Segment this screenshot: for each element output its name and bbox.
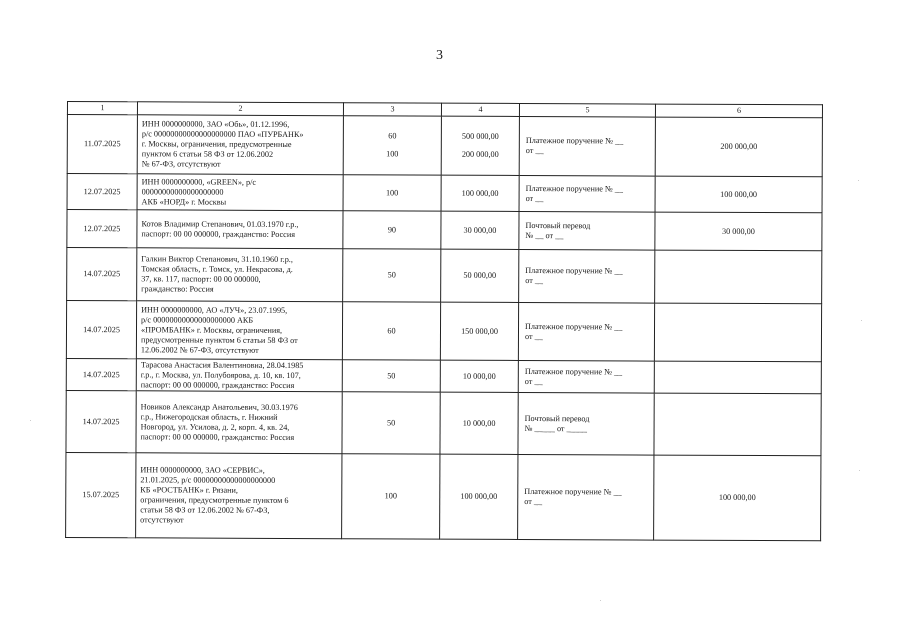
cell-col3: 100: [342, 454, 440, 539]
description-line: ограничения, предусмотренные пунктом 6: [140, 495, 289, 505]
cell-payment-doc: [519, 211, 655, 250]
cell-amount: 50 000,00: [441, 249, 519, 302]
payment-doc-line: Почтовый перевод: [524, 413, 590, 423]
payment-doc-line: от __: [525, 193, 544, 203]
payments-table-wrap: [65, 101, 822, 541]
description-line: ИНН 0000000000, ЗАО «Обь», 01.12.1996,: [141, 119, 290, 129]
payment-doc-line: Платежное поручение № __: [524, 366, 623, 376]
cell-date: 11.07.2025: [67, 115, 137, 174]
cell-amount: 10 000,00: [440, 360, 518, 392]
cell-total: 200 000,00: [655, 117, 822, 177]
cell-col3: 50: [342, 360, 440, 392]
cell-col3: [343, 116, 441, 175]
payment-doc-line: Платежное поручение № __: [525, 321, 623, 331]
table-row: [67, 210, 822, 251]
cell-date: 12.07.2025: [67, 174, 137, 210]
cell-date: 14.07.2025: [66, 301, 136, 359]
payment-doc-line: от __: [524, 496, 543, 507]
cell-date: 12.07.2025: [67, 210, 137, 248]
description-line: г. Москвы, ограничения, предусмотренные: [141, 139, 292, 149]
description-line: паспорт: 00 00 000000, гражданство: Россия: [141, 228, 296, 239]
table-row: [66, 358, 821, 393]
amount-value: 500 000,00: [461, 131, 499, 141]
description-line: «ПРОМБАНК» г. Москвы, ограничения,: [140, 324, 283, 335]
description-line: ИНН 0000000000, АО «ЛУЧ», 23.07.1995,: [141, 304, 288, 315]
cell-total: 30 000,00: [655, 212, 822, 251]
description-line: 37, кв. 117, паспорт: 00 00 000000,: [141, 274, 261, 284]
cell-col3: 60: [342, 302, 440, 360]
cell-total: 100 000,00: [654, 455, 821, 541]
header-col-1: 1: [67, 102, 137, 115]
payment-doc-line: от __: [524, 331, 543, 341]
table-row: [67, 115, 822, 177]
cell-total: 100 000,00: [655, 176, 822, 213]
cell-col3: 90: [343, 211, 441, 249]
description-line: Котов Владимир Степанович, 01.03.1970 г.р.,: [141, 218, 299, 229]
cell-description: [137, 115, 343, 175]
description-line: ИНН 0000000000, ЗАО «СЕРВИС»,: [140, 465, 265, 475]
description-line: р/с 00000000000000000000 ПАО «ПУРБАНК»: [141, 129, 304, 140]
cell-total: [654, 393, 821, 456]
payment-doc-line: от __: [525, 276, 544, 286]
cell-date: 15.07.2025: [66, 452, 136, 537]
payment-doc-line: от __: [524, 376, 543, 386]
description-line: пунктом 6 статьи 58 ФЗ от 12.06.2002: [141, 149, 274, 159]
page-number: 3: [436, 48, 443, 63]
payment-doc-line: Платежное поручение № __: [524, 486, 622, 497]
cell-amount: 150 000,00: [440, 302, 518, 360]
description-line: р/с 00000000000000000000 АКБ: [141, 314, 254, 325]
payment-doc-line: Платежное поручение № __: [525, 136, 624, 146]
payment-doc-line: № __ от __: [525, 230, 564, 240]
cell-date: 14.07.2025: [66, 390, 136, 452]
header-col-5: 5: [519, 103, 655, 117]
cell-payment-doc: [518, 302, 654, 361]
header-col-4: 4: [441, 103, 519, 116]
payments-table: [65, 101, 823, 541]
description-line: паспорт: 00 00 000000, гражданство: Россия: [140, 379, 295, 390]
cell-description: [137, 248, 343, 302]
description-line: 12.06.2002 № 67-ФЗ, отсутствуют: [140, 344, 259, 355]
description-line: Томская область, г. Томск, ул. Некрасова, д.: [141, 264, 293, 274]
header-col-6: 6: [655, 104, 822, 118]
scan-speck: [30, 420, 31, 421]
cell-description: [137, 210, 343, 249]
col3-value: 60: [388, 131, 397, 141]
description-line: отсутствуют: [140, 515, 184, 525]
payment-doc-line: Платежное поручение № __: [525, 183, 623, 193]
cell-description: [136, 391, 342, 454]
amount-value: 200 000,00: [461, 149, 499, 159]
cell-amount: 100 000,00: [440, 454, 518, 539]
description-line: г.р., Нижегородская область, г. Нижний: [140, 411, 278, 422]
cell-description: [137, 174, 343, 211]
description-line: Новгород, ул. Усилова, д. 2, корп. 4, кв. 24,: [140, 421, 290, 432]
description-line: 21.01.2025, р/с 00000000000000000000: [140, 475, 276, 485]
description-line: гражданство: Россия: [141, 284, 214, 294]
cell-payment-doc: [518, 454, 654, 540]
payment-doc-line: Почтовый перевод: [525, 220, 591, 230]
description-line: Новиков Александр Анатольевич, 30.03.1976: [140, 401, 298, 412]
col3-value: 100: [386, 149, 399, 159]
cell-payment-doc: [519, 249, 655, 303]
table-row: [67, 174, 822, 213]
cell-payment-doc: [519, 175, 655, 212]
header-col-3: 3: [343, 103, 441, 116]
cell-date: 14.07.2025: [66, 358, 136, 390]
cell-total: [655, 250, 822, 304]
description-line: № 67-ФЗ, отсутствуют: [141, 159, 221, 169]
description-line: паспорт: 00 00 000000, гражданство: Россия: [140, 431, 295, 442]
cell-col3: 100: [343, 175, 441, 211]
description-line: Тарасова Анастасия Валентиновна, 28.04.1985: [140, 359, 304, 370]
payment-doc-line: от __: [525, 146, 544, 156]
description-line: ИНН 0000000000, «GREEN», р/с: [141, 176, 257, 187]
header-col-2: 2: [137, 102, 343, 116]
cell-payment-doc: [518, 360, 654, 393]
table-row: [67, 248, 822, 304]
scan-speck: [600, 600, 601, 601]
cell-description: [136, 301, 342, 360]
cell-col3: 50: [343, 249, 441, 302]
payment-doc-line: № _____ от _____: [524, 423, 588, 433]
cell-payment-doc: [519, 116, 655, 176]
cell-col3: 50: [342, 392, 440, 454]
description-line: г.р., г. Москва, ул. Полубоярова, д. 10, кв. 107,: [140, 369, 301, 380]
cell-payment-doc: [518, 392, 654, 455]
table-row: [66, 452, 821, 540]
scan-speck: [859, 470, 860, 471]
cell-total: [654, 361, 821, 394]
scan-speck: [861, 320, 862, 321]
description-line: 00000000000000000000: [141, 186, 224, 197]
cell-total: [654, 303, 821, 362]
cell-description: [136, 453, 342, 539]
description-line: статьи 58 ФЗ от 12.06.2002 № 67-ФЗ,: [140, 505, 270, 515]
cell-description: [136, 359, 342, 392]
payment-doc-line: Платежное поручение № __: [525, 266, 623, 276]
description-line: АКБ «НОРД» г. Москвы: [141, 196, 227, 207]
description-line: предусмотренные пунктом 6 статьи 58 ФЗ от: [140, 334, 298, 345]
scan-speck: [858, 180, 859, 181]
cell-amount: 10 000,00: [440, 392, 518, 454]
cell-amount: 30 000,00: [441, 211, 519, 249]
table-row: [66, 390, 821, 455]
cell-date: 14.07.2025: [67, 248, 137, 301]
table-row: [66, 301, 821, 362]
cell-amount: [441, 116, 519, 175]
cell-amount: 100 000,00: [441, 175, 519, 211]
description-line: Галкин Виктор Степанович, 31.10.1960 г.р.,: [141, 254, 293, 264]
description-line: КБ «РОСТБАНК» г. Рязани,: [140, 485, 238, 495]
